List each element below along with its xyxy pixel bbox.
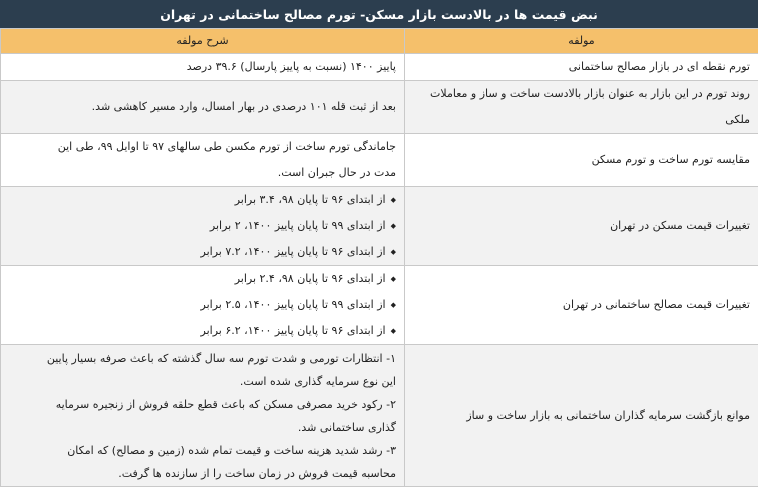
description-line: ۳- رشد شدید هزینه ساخت و قیمت تمام شده (زمین و مصالح) که امکان: [9, 439, 396, 462]
table-row: [1, 54, 758, 81]
row-description: [1, 134, 405, 187]
description-line: پاییز ۱۴۰۰ (نسبت به پاییز پارسال) ۳۹.۶ درصد: [9, 54, 396, 80]
header-description: شرح مولفه: [1, 29, 405, 54]
header-row: [1, 29, 758, 54]
row-description: [1, 266, 405, 345]
description-line: بعد از ثبت قله ۱۰۱ درصدی در بهار امسال، وارد مسیر کاهشی شد.: [9, 94, 396, 120]
table-title: نبض قیمت ها در بالادست بازار مسکن- تورم مصالح ساختمانی در تهران: [0, 0, 758, 28]
table-row: [1, 81, 758, 134]
description-line: گذاری ساختمانی شد.: [9, 416, 396, 439]
header-component: مولفه: [405, 29, 758, 54]
table-row: [1, 134, 758, 187]
bullet-item: ◆ از ابتدای ۹۶ تا پایان ۹۸، ۲.۴ برابر: [9, 266, 396, 292]
row-description: [1, 54, 405, 81]
bullet-item: ◆ از ابتدای ۹۹ تا پایان پاییز ۱۴۰۰، ۲.۵ برابر: [9, 292, 396, 318]
bullet-item: ◆ از ابتدای ۹۶ تا پایان ۹۸، ۳.۴ برابر: [9, 187, 396, 213]
data-table: [0, 28, 758, 487]
row-description: [1, 81, 405, 134]
row-component: موانع بازگشت سرمایه گذاران ساختمانی به بازار ساخت و ساز: [405, 345, 758, 487]
row-component: روند تورم در این بازار به عنوان بازار بالادست ساخت و ساز و معاملات ملکی: [405, 81, 758, 134]
bullet-item: ◆ از ابتدای ۹۹ تا پایان پاییز ۱۴۰۰، ۲ برابر: [9, 213, 396, 239]
row-description: [1, 345, 405, 487]
description-line: ۲- رکود خرید مصرفی مسکن که باعث قطع حلقه فروش از زنجیره سرمایه: [9, 393, 396, 416]
bullet-item: ◆ از ابتدای ۹۶ تا پایان پاییز ۱۴۰۰، ۷.۲ برابر: [9, 239, 396, 265]
table-row: [1, 266, 758, 345]
description-line: جاماندگی تورم ساخت از تورم مکسن طی سالهای ۹۷ تا اوایل ۹۹، طی این: [9, 134, 396, 160]
bullet-item: ◆ از ابتدای ۹۶ تا پایان پاییز ۱۴۰۰، ۶.۲ برابر: [9, 318, 396, 344]
row-component: مقایسه تورم ساخت و تورم مسکن: [405, 134, 758, 187]
description-line: ۱- انتظارات تورمی و شدت تورم سه سال گذشته که باعث صرفه بسیار پایین: [9, 347, 396, 370]
row-component: تغییرات قیمت مصالح ساختمانی در تهران: [405, 266, 758, 345]
description-line: این نوع سرمایه گذاری شده است.: [9, 370, 396, 393]
row-description: [1, 187, 405, 266]
table-row: [1, 187, 758, 266]
description-line: مدت در حال جبران است.: [9, 160, 396, 186]
table-row: [1, 345, 758, 487]
row-component: تغییرات قیمت مسکن در تهران: [405, 187, 758, 266]
description-line: محاسبه قیمت فروش در زمان ساخت را از سازنده ها گرفت.: [9, 462, 396, 485]
row-component: تورم نقطه ای در بازار مصالح ساختمانی: [405, 54, 758, 81]
